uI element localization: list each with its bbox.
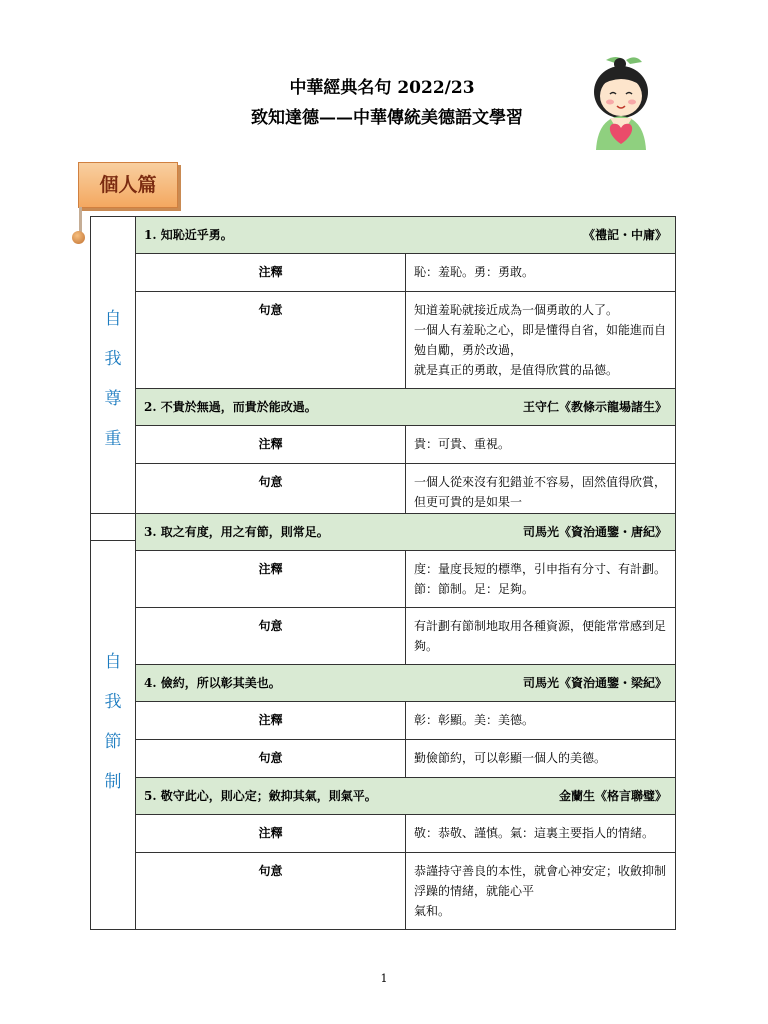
- quote-text: 2. 不貴於無過，而貴於能改過。: [144, 400, 317, 414]
- quote-source: 司馬光《資治通鑒・唐紀》: [522, 525, 667, 539]
- banner-knob: [72, 231, 85, 244]
- meaning-text: 一個人從來沒有犯錯並不容易，固然值得欣賞，但更可貴的是如果一: [406, 464, 676, 541]
- page-subtitle: 致知達德——中華傳統美德語文學習: [251, 108, 523, 128]
- note-text: 恥：羞恥。勇：勇敢。: [406, 254, 676, 292]
- mascot-girl-illustration: [586, 52, 656, 152]
- page-title: 中華經典名句 2022/23: [289, 78, 475, 98]
- note-text: 敬：恭敬、謹慎。氣：這裏主要指人的情緒。: [406, 815, 676, 853]
- meaning-text: 勤儉節約，可以彰顯一個人的美德。: [406, 740, 676, 778]
- group-side-label: 自 我 節 制: [91, 514, 136, 930]
- group-side-label: 自 我 尊 重: [91, 217, 136, 541]
- quote-source: 金蘭生《格言聯璧》: [558, 789, 667, 803]
- meaning-label: 句意: [136, 740, 406, 778]
- note-label: 注釋: [136, 426, 406, 464]
- quote-text: 5. 敬守此心，則心定；斂抑其氣，則氣平。: [144, 789, 377, 803]
- meaning-label: 句意: [136, 608, 406, 665]
- note-text: 貴：可貴、重視。: [406, 426, 676, 464]
- quote-source: 《禮記・中庸》: [582, 228, 667, 242]
- quote-text: 1. 知恥近乎勇。: [144, 228, 233, 242]
- note-text: 度：量度長短的標準，引申指有分寸、有計劃。節：節制。足：足夠。: [406, 551, 676, 608]
- meaning-label: 句意: [136, 464, 406, 541]
- quote-text: 4. 儉約，所以彰其美也。: [144, 676, 281, 690]
- meaning-text: 有計劃有節制地取用各種資源，便能常常感到足夠。: [406, 608, 676, 665]
- quote-heading: [136, 778, 676, 815]
- section-banner: 個人篇: [78, 162, 178, 208]
- meaning-label: 句意: [136, 292, 406, 389]
- page-number: 1: [380, 972, 388, 985]
- quote-source: 王守仁《教條示龍場諸生》: [522, 400, 667, 414]
- quote-heading: [136, 665, 676, 702]
- quote-heading: [136, 514, 676, 551]
- meaning-text: 知道羞恥就接近成為一個勇敢的人了。 一個人有羞恥之心，即是懂得自省，如能進而自勉自勵，勇於改過， 就是真正的勇敢，是值得欣賞的品德。: [406, 292, 676, 389]
- group-self-respect: [90, 216, 676, 541]
- meaning-text: 恭謹持守善良的本性，就會心神安定；收斂抑制浮躁的情緒，就能心平 氣和。: [406, 853, 676, 930]
- note-text: 彰：彰顯。美：美德。: [406, 702, 676, 740]
- meaning-label: 句意: [136, 853, 406, 930]
- note-label: 注釋: [136, 551, 406, 608]
- quote-heading: [136, 389, 676, 426]
- note-label: 注釋: [136, 254, 406, 292]
- group-self-discipline: [90, 513, 676, 930]
- note-label: 注釋: [136, 702, 406, 740]
- quote-heading: [136, 217, 676, 254]
- quote-text: 3. 取之有度，用之有節，則常足。: [144, 525, 329, 539]
- note-label: 注釋: [136, 815, 406, 853]
- quote-source: 司馬光《資治通鑒・梁紀》: [522, 676, 667, 690]
